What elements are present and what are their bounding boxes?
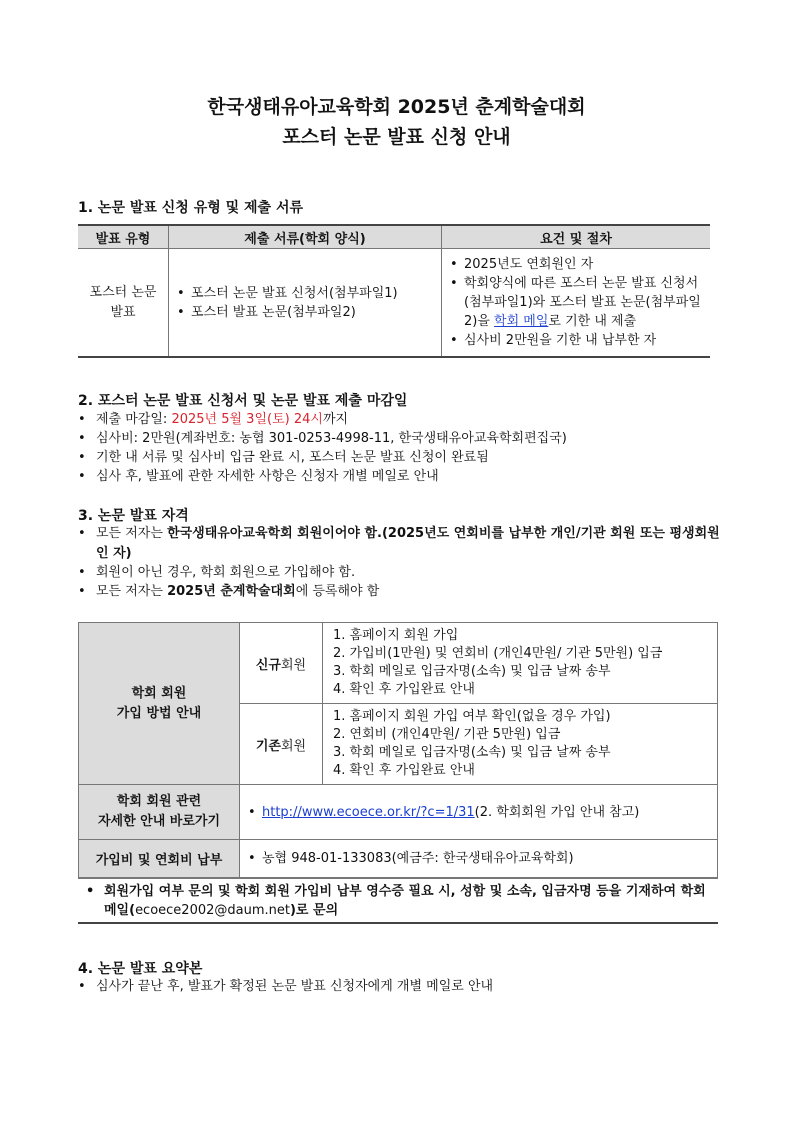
membership-label-line: 학회 회원 (131, 685, 187, 701)
document-item: • 포스터 논문 발표 신청서(첨부파일1) (175, 284, 441, 303)
list-item: 3. 학회 메일로 입금자명(소속) 및 입금 날짜 송부 (333, 745, 611, 760)
documents-cell (169, 249, 442, 358)
page-title: 한국생태유아교육학회 2025년 춘계학술대회 (207, 96, 586, 118)
list-item: 3. 학회 메일로 입금자명(소속) 및 입금 날짜 송부 (333, 664, 611, 679)
table-row (78, 249, 710, 358)
list-item: 1. 홈페이지 회원 가입 여부 확인(없을 경우 가입) (333, 709, 611, 724)
payment-account-cell (240, 840, 718, 878)
table-row (79, 785, 718, 840)
existing-member-cell: 기존회원 (240, 704, 323, 785)
eligibility-item: • 모든 저자는 2025년 춘계학술대회에 등록해야 함 (78, 584, 380, 599)
info-link-cell (240, 785, 718, 840)
membership-table (78, 622, 718, 878)
society-email-link[interactable]: 학회 메일 (494, 314, 549, 329)
header-documents: 제출 서류(학회 양식) (169, 225, 442, 249)
list-item: 4. 확인 후 가입완료 안내 (333, 763, 475, 778)
payment-label-cell: 가입비 및 연회비 납부 (79, 840, 240, 878)
list-item: 2. 가입비(1만원) 및 연회비 (개인4만원/ 기관 5만원) 입금 (333, 646, 663, 661)
section-1-heading: 1. 논문 발표 신청 유형 및 제출 서류 (78, 200, 303, 216)
document-item: • 포스터 발표 논문(첨부파일2) (175, 303, 441, 322)
requirements-cell (442, 249, 711, 358)
list-item: 4. 확인 후 가입완료 안내 (333, 682, 475, 697)
header-type: 발표 유형 (78, 225, 169, 249)
table-row (79, 840, 718, 878)
list-item: 2. 연회비 (개인4만원/ 기관 5만원) 입금 (333, 727, 561, 742)
deadline-item: • 제출 마감일: 2025년 5월 3일(토) 24시까지 (78, 412, 349, 427)
deadline-date: 2025년 5월 3일(토) 24시 (171, 412, 323, 427)
new-member-steps (323, 623, 718, 704)
completion-item: • 기한 내 서류 및 심사비 입금 완료 시, 포스터 논문 발표 신청이 완료됨 (78, 450, 489, 465)
eligibility-item: • 모든 저자는 한국생태유아교육학회 회원이어야 함.(2025년도 연회비를 납부한 개인/기관 회원 또는 평생회원인 자) (78, 526, 720, 561)
membership-label-line: 가입 방법 안내 (116, 705, 202, 721)
eligibility-item: • 회원이 아닌 경우, 학회 회원으로 가입해야 함. (78, 565, 356, 580)
membership-label-cell (79, 623, 240, 785)
header-requirements: 요건 및 절차 (442, 225, 711, 249)
society-email: ecoece2002@daum.net (135, 903, 290, 918)
submission-table (78, 224, 710, 358)
section-3-heading: 3. 논문 발표 자격 (78, 508, 189, 524)
table-row (79, 623, 718, 704)
homepage-link[interactable]: http://www.ecoece.or.kr/?c=1/31 (262, 804, 475, 820)
section-4-heading: 4. 논문 발표 요약본 (78, 961, 203, 977)
inquiry-note: • 회원가입 여부 문의 및 학회 회원 가입비 납부 영수증 필요 시, 성함 및 소속, 입금자명 등을 기재하여 학회 메일(ecoece2002@daum.net)로 문의 (78, 878, 718, 924)
summary-item: • 심사가 끝난 후, 발표가 확정된 논문 발표 신청자에게 개별 메일로 안내 (78, 979, 494, 994)
list-item: • 농협 948-01-133083(예금주: 한국생태유아교육학회) (246, 849, 717, 868)
list-item: • http://www.ecoece.or.kr/?c=1/31(2. 학회회원 가입 안내 참고) (246, 803, 717, 822)
page-subtitle: 포스터 논문 발표 신청 안내 (282, 126, 511, 148)
section-2-heading: 2. 포스터 논문 발표 신청서 및 논문 발표 제출 마감일 (78, 393, 408, 409)
fee-item: • 심사비: 2만원(계좌번호: 농협 301-0253-4998-11, 한국생태유아교육학회편집국) (78, 431, 567, 446)
info-label-cell: 학회 회원 관련 자세한 안내 바로가기 (79, 785, 240, 840)
notice-item: • 심사 후, 발표에 관한 자세한 사항은 신청자 개별 메일로 안내 (78, 469, 439, 484)
table-header-row (78, 225, 710, 249)
requirement-item: • 2025년도 연회원인 자 (448, 255, 704, 274)
type-label: 포스터 논문 발표 (89, 284, 157, 320)
type-cell (78, 249, 169, 358)
existing-member-steps (323, 704, 718, 785)
requirement-item: • 심사비 2만원을 기한 내 납부한 자 (448, 331, 704, 350)
requirement-item: • 학회양식에 따른 포스터 논문 발표 신청서(첨부파일1)와 포스터 발표 논문(첨부파일2)을 학회 메일로 기한 내 제출 (448, 274, 704, 331)
new-member-cell: 신규회원 (240, 623, 323, 704)
list-item: 1. 홈페이지 회원 가입 (333, 628, 459, 643)
